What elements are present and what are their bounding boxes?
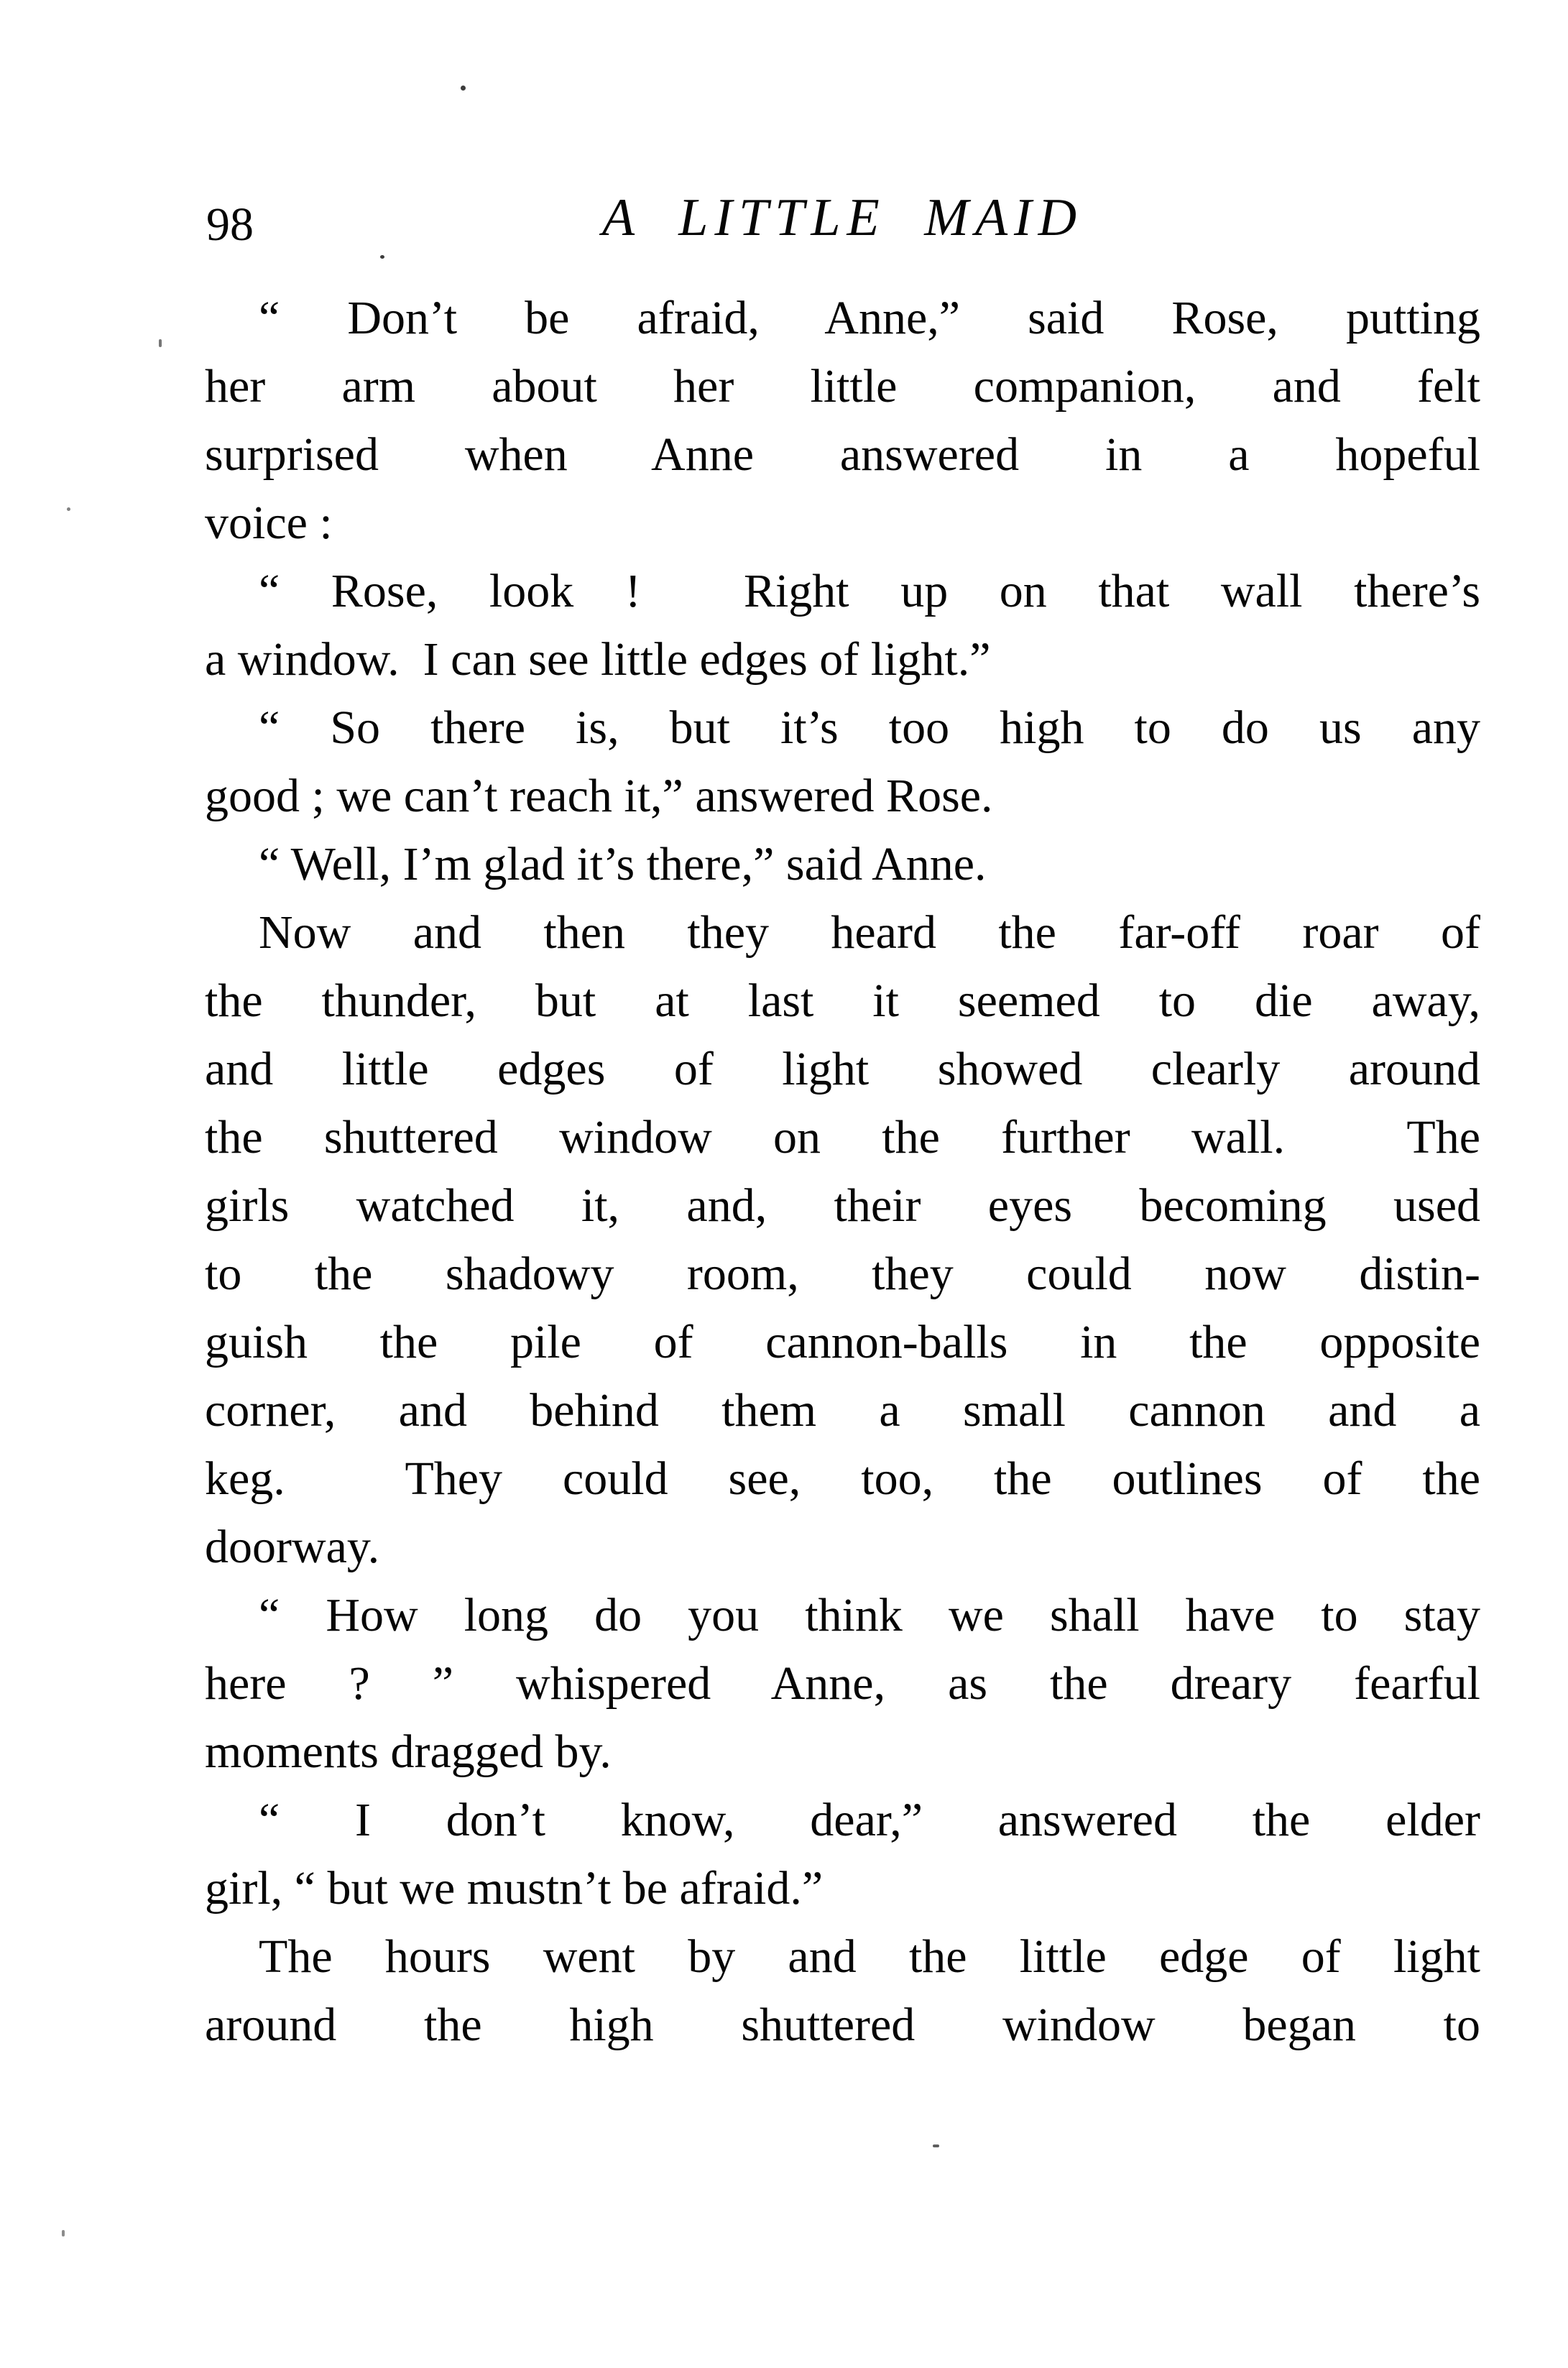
- text-line: “ Don’t be afraid, Anne,” said Rose, putting: [259, 292, 1480, 344]
- scan-speck: [62, 2230, 65, 2236]
- text-line: “ Well, I’m glad it’s there,” said Anne.: [259, 838, 987, 890]
- paragraph: [205, 830, 1480, 898]
- page-body: [205, 284, 1480, 2059]
- paragraph: [205, 898, 1480, 1581]
- text-line: “ I don’t know, dear,” answered the elder: [259, 1794, 1480, 1846]
- scan-speck: [933, 2144, 939, 2147]
- text-line: “ So there is, but it’s too high to do us any: [259, 701, 1480, 754]
- text-line: guish the pile of cannon-balls in the opposite: [205, 1316, 1480, 1368]
- text-line: here ? ” whispered Anne, as the dreary fearful: [205, 1657, 1480, 1710]
- text-line: corner, and behind them a small cannon and a: [205, 1384, 1480, 1437]
- paragraph: [205, 1786, 1480, 1922]
- page-number: 98: [206, 198, 254, 251]
- text-line: girls watched it, and, their eyes becoming used: [205, 1179, 1480, 1232]
- paragraph: [205, 1922, 1480, 2059]
- running-title: A LITTLE MAID: [601, 188, 1084, 247]
- text-line: “ How long do you think we shall have to stay: [259, 1589, 1480, 1641]
- paragraph: [205, 557, 1480, 694]
- text-line: voice :: [205, 497, 333, 549]
- text-line: Now and then they heard the far-off roar of: [259, 906, 1480, 959]
- text-line: doorway.: [205, 1521, 380, 1573]
- paragraph: [205, 1581, 1480, 1786]
- text-line: The hours went by and the little edge of light: [259, 1930, 1480, 1983]
- text-line: a window. I can see little edges of light.”: [205, 633, 991, 686]
- text-line: around the high shuttered window began to: [205, 1999, 1480, 2051]
- text-line: to the shadowy room, they could now distin-: [205, 1248, 1480, 1300]
- scan-speck: [461, 86, 466, 91]
- scan-speck: [159, 339, 162, 347]
- text-line: good ; we can’t reach it,” answered Rose.: [205, 770, 993, 822]
- text-line: “ Rose, look ! Right up on that wall there’s: [259, 565, 1480, 617]
- text-line: her arm about her little companion, and felt: [205, 360, 1480, 413]
- text-line: surprised when Anne answered in a hopeful: [205, 428, 1480, 481]
- scan-speck: [380, 255, 384, 259]
- text-line: the thunder, but at last it seemed to die away,: [205, 975, 1480, 1027]
- text-line: moments dragged by.: [205, 1726, 612, 1778]
- paragraph: [205, 284, 1480, 557]
- paragraph: [205, 694, 1480, 830]
- scan-speck: [67, 507, 70, 511]
- text-line: keg. They could see, too, the outlines of the: [205, 1452, 1480, 1505]
- text-line: and little edges of light showed clearly around: [205, 1043, 1480, 1095]
- text-line: girl, “ but we mustn’t be afraid.”: [205, 1862, 824, 1915]
- page-header: [205, 185, 1480, 272]
- text-line: the shuttered window on the further wall. The: [205, 1111, 1480, 1164]
